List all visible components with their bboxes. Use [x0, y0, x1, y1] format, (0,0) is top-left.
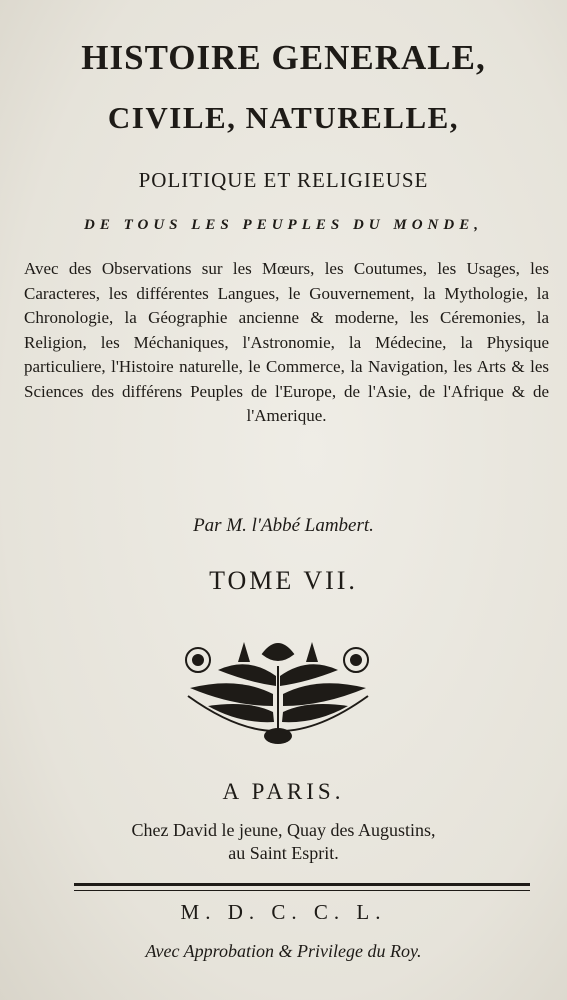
imprint-printer: Chez David le jeune, Quay des Augustins,: [131, 820, 436, 840]
volume-label: TOME VII.: [209, 566, 358, 595]
author-line: Par M. l'Abbé Lambert.: [193, 515, 374, 536]
imprint-place: A PARIS.: [222, 779, 345, 804]
title-line-4: DE TOUS LES PEUPLES DU MONDE,: [84, 217, 483, 233]
description-paragraph: Avec des Observations sur les Mœurs, les Coutumes, les Usages, les Caracteres, les différentes Langues, le Gouvernement, la Mythologie, la Chronologie, la Géographie ancienne & moderne, les Céremonies, la Religion, les Méchaniques, l'Astronomie, la Médecine, la Physique particuliere, l'Histoire naturelle, le Commerce, la Navigation, les Arts & les Sciences des différens Peuples de l'Europe, de l'Asie, de l'Afrique & de l'Amerique.: [24, 259, 549, 425]
title-line-2: CIVILE, NATURELLE,: [107, 100, 460, 135]
double-rule-top: [74, 883, 530, 886]
title-line-1: HISTOIRE GENERALE,: [81, 38, 486, 77]
approbation-line: Avec Approbation & Privilege du Roy.: [145, 941, 422, 961]
imprint-address: au Saint Esprit.: [228, 843, 339, 863]
title-line-3: POLITIQUE ET RELIGIEUSE: [138, 168, 429, 192]
double-rule-bottom: [74, 890, 530, 891]
imprint-year: M. D. C. C. L.: [180, 900, 387, 924]
floral-vignette-icon: [178, 636, 378, 746]
